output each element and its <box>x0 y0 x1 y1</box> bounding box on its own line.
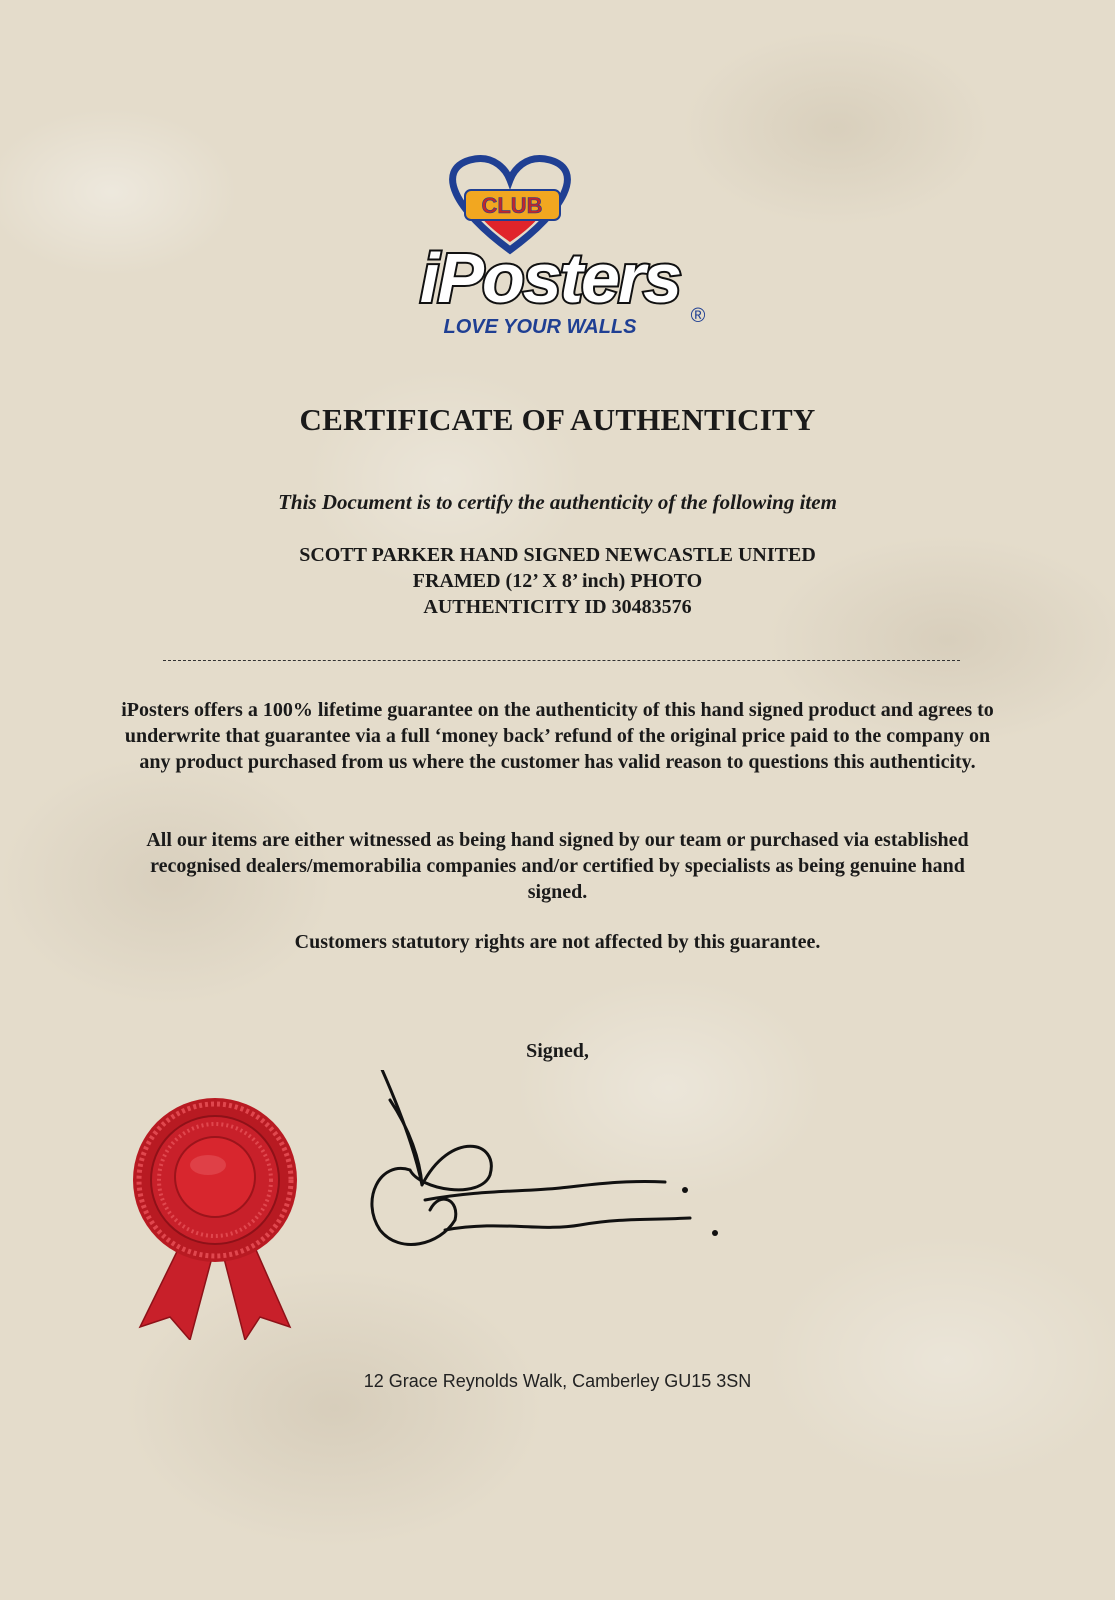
signed-label: Signed, <box>526 1040 589 1062</box>
registered-mark: ® <box>690 305 706 327</box>
dashed-divider <box>163 660 960 661</box>
rights-paragraph: Customers statutory rights are not affected by this guarantee. <box>294 931 821 953</box>
certificate-title: CERTIFICATE OF AUTHENTICITY <box>299 402 816 437</box>
logo-tagline: LOVE YOUR WALLS <box>443 316 637 338</box>
handwritten-signature-icon <box>360 1070 740 1270</box>
club-text: CLUB <box>481 193 543 218</box>
red-rosette-icon <box>130 1095 305 1340</box>
item-line: SCOTT PARKER HAND SIGNED NEWCASTLE UNITED <box>299 544 816 566</box>
item-description <box>0 542 1115 620</box>
guarantee-paragraph: iPosters offers a 100% lifetime guarantee on the authenticity of this hand signed product and agrees to underwrite that guarantee via a full ‘money back’ refund of the original price paid to the company on any product purchased from us where the customer has valid reason to questions this authenticity. <box>121 699 994 773</box>
item-line: FRAMED (12’ X 8’ inch) PHOTO <box>412 570 703 592</box>
iposters-logo <box>395 150 725 350</box>
certificate-intro: This Document is to certify the authenticity of the following item <box>278 490 837 514</box>
company-address: 12 Grace Reynolds Walk, Camberley GU15 3SN <box>363 1371 752 1391</box>
brand-text: iPosters <box>419 239 681 317</box>
witness-paragraph: All our items are either witnessed as being hand signed by our team or purchased via established recognised dealers/memorabilia companies and/or certified by specialists as being genuine hand signed. <box>146 829 969 903</box>
authenticity-id: AUTHENTICITY ID 30483576 <box>423 596 692 618</box>
